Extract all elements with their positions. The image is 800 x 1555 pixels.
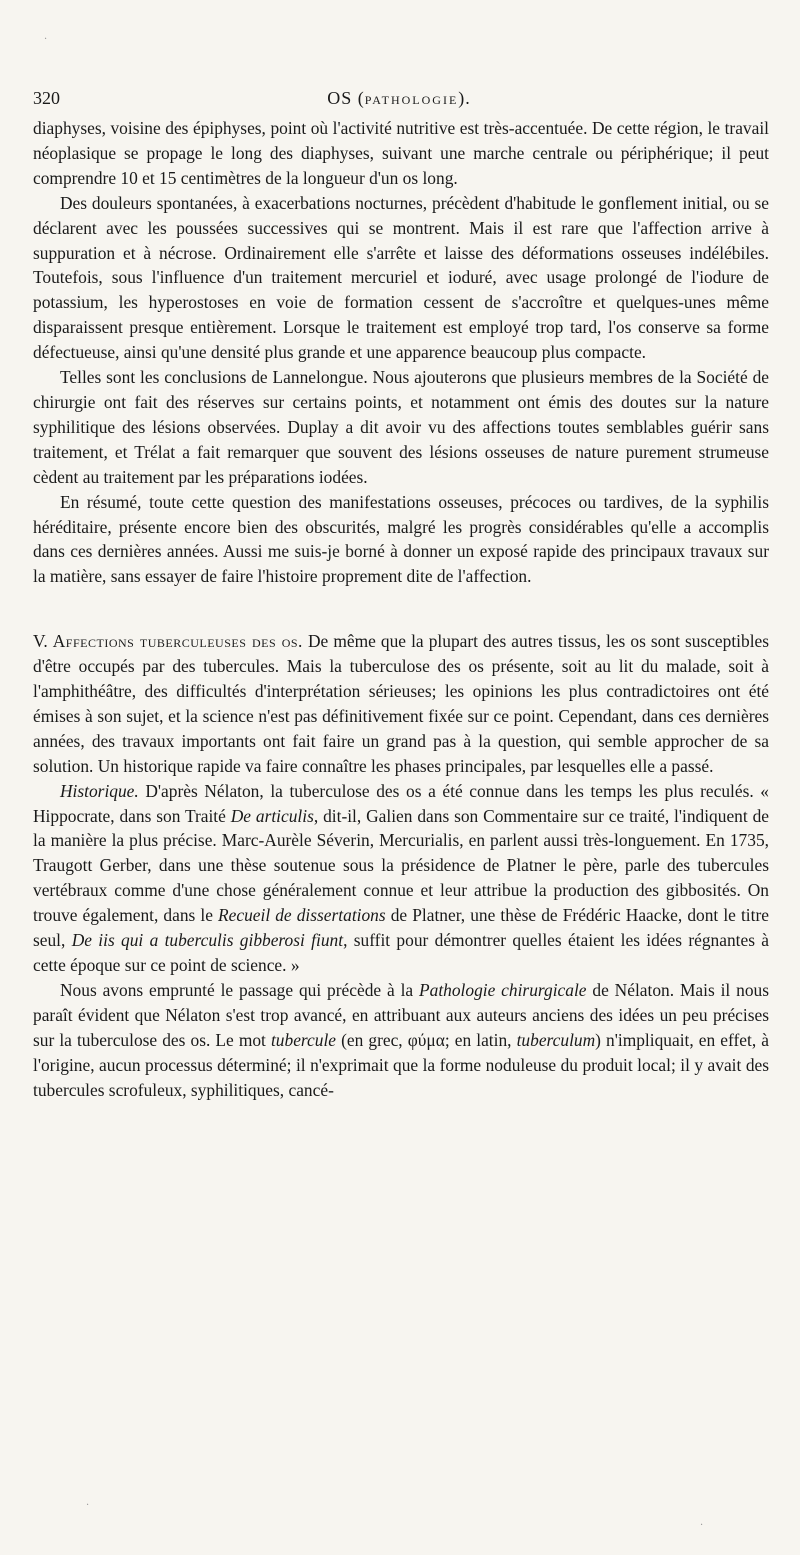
page-header bbox=[33, 88, 765, 112]
paper-speck: · bbox=[700, 1520, 704, 1531]
historique-text-4: , suffit pour démontrer quelles étaient les idées régnantes à cette époque sur ce point de science. » bbox=[33, 930, 769, 975]
nelaton-text-3: (en grec, φύμα; en latin, bbox=[336, 1029, 517, 1050]
paragraph-symptoms: Des douleurs spontanées, à exacerbations nocturnes, précèdent d'habitude le gonflement initial, ou se déclarent avec les poussées successives qui se montrent. Mais il est rare que l'affection arrive à suppuration et à nécrose. Ordinairement elle s'arrête et laisse des déformations osseuses indélébiles. Toutefois, sous l'influence d'un traitement mercuriel et ioduré, avec usage prolongé de l'iodure de potassium, les hyperostoses en voie de formation cessent de s'accroître et quelques-unes même disparaissent presque entièrement. Lorsque le traitement est employé trop tard, l'os conserve sa forme défectueuse, ainsi qu'une densité plus grande et une apparence beaucoup plus compacte. bbox=[33, 192, 769, 363]
paragraph-continuation: diaphyses, voisine des épiphyses, point où l'activité nutritive est très-accentuée. De cette région, le travail néoplasique se propage le long des diaphyses, suivant une marche centrale ou périphérique; il peut comprendre 10 et 15 centimètres de la longueur d'un os long. bbox=[33, 118, 769, 188]
running-head-sub: PATHOLOGIE bbox=[364, 93, 459, 107]
section-v-text: De même que la plupart des autres tissus, les os sont susceptibles d'être occupés par des tubercules. Mais la tuberculose des os présente, soit au lit du malade, soit à l'amphithéâtre, des difficultés d'interprétation sérieuses; les opinions les plus contradictoires ont été émises à son sujet, et la science n'est pas définitivement fixée sur ce point. Cependant, dans ces dernières années, des travaux importants ont fait faire un grand pas à la question, qui semble approcher de sa solution. Un historique rapide va faire connaître les phases principales, par lesquelles elle a passé. bbox=[33, 631, 770, 776]
paragraph-section-v bbox=[33, 629, 769, 778]
nelaton-text-4: ) n'impliquait, en effet, à l'origine, aucun processus déterminé; il n'exprimait que la forme noduleuse du produit local; il y avait des tubercules scrofuleux, syphilitiques, cancé- bbox=[33, 1029, 769, 1100]
running-head-main: OS ( bbox=[327, 88, 365, 108]
historique-text-1: D'après Nélaton, la tuberculose des os a été connue dans les temps les plus reculés. « Hippocrate, dans son Traité bbox=[33, 780, 769, 826]
nelaton-text-2: de Nélaton. Mais il nous paraît évident que Nélaton s'est trop avancé, en attribuant aux auteurs anciens des idées un peu précises sur la tuberculose des os. Le mot bbox=[33, 979, 769, 1050]
historique-text-3: de Platner, une thèse de Frédéric Haacke, dont le titre seul, bbox=[33, 905, 769, 951]
historique-label: Historique. bbox=[60, 780, 139, 801]
paragraph-summary: En résumé, toute cette question des manifestations osseuses, précoces ou tardives, de la syphilis héréditaire, présente encore bien des obscurités, malgré les progrès considérables qu'elle a accomplis dans ces dernières années. Aussi me suis-je borné à donner un exposé rapide des principaux travaux sur la matière, sans essayer de faire l'histoire proprement dite de l'affection. bbox=[33, 491, 769, 587]
word-tubercule: tubercule bbox=[270, 1029, 336, 1050]
paper-speck: · bbox=[86, 1500, 90, 1511]
page-number: 320 bbox=[33, 88, 60, 108]
word-tuberculum: tuberculum bbox=[516, 1029, 596, 1050]
paper-speck: · bbox=[44, 34, 48, 45]
title-de-articulis: De articulis bbox=[230, 805, 314, 826]
title-de-iis: De iis qui a tuberculis gibberosi fiunt bbox=[71, 930, 344, 951]
body-text bbox=[33, 116, 769, 1102]
nelaton-text-1: Nous avons emprunté le passage qui précède à la bbox=[60, 979, 419, 1000]
title-recueil: Recueil de dissertations bbox=[218, 905, 386, 926]
section-break bbox=[33, 589, 769, 629]
running-head-end: ). bbox=[458, 88, 471, 108]
title-pathologie-chirurgicale: Pathologie chirurgicale bbox=[419, 979, 587, 1000]
section-numeral: V. bbox=[33, 631, 53, 652]
section-heading: Affections tuberculeuses des os. bbox=[52, 631, 303, 652]
paragraph-nelaton bbox=[33, 978, 769, 1103]
paragraph-historique bbox=[33, 779, 769, 978]
running-head bbox=[33, 88, 765, 109]
historique-text-2: , dit-il, Galien dans son Commentaire sur ce traité, l'indiquent de la manière la plus précise. Marc-Aurèle Séverin, Mercurialis, en parlent aussi très-longuement. En 1735, Traugott Gerber, dans une thèse soutenue sous la présidence de Platner le père, parle des tubercules vertébraux comme d'une chose généralement connue et leur attribue la production des gibbosités. On trouve également, dans le bbox=[33, 805, 769, 926]
paragraph-conclusions: Telles sont les conclusions de Lannelongue. Nous ajouterons que plusieurs membres de la Société de chirurgie ont fait des réserves sur certains points, et notamment ont émis des doutes sur la nature syphilitique des lésions observées. Duplay a dit avoir vu des affections toutes semblables guérir sans traitement, et Trélat a fait remarquer que souvent des lésions osseuses de nature purement strumeuse cèdent au traitement par les préparations iodées. bbox=[33, 367, 769, 487]
